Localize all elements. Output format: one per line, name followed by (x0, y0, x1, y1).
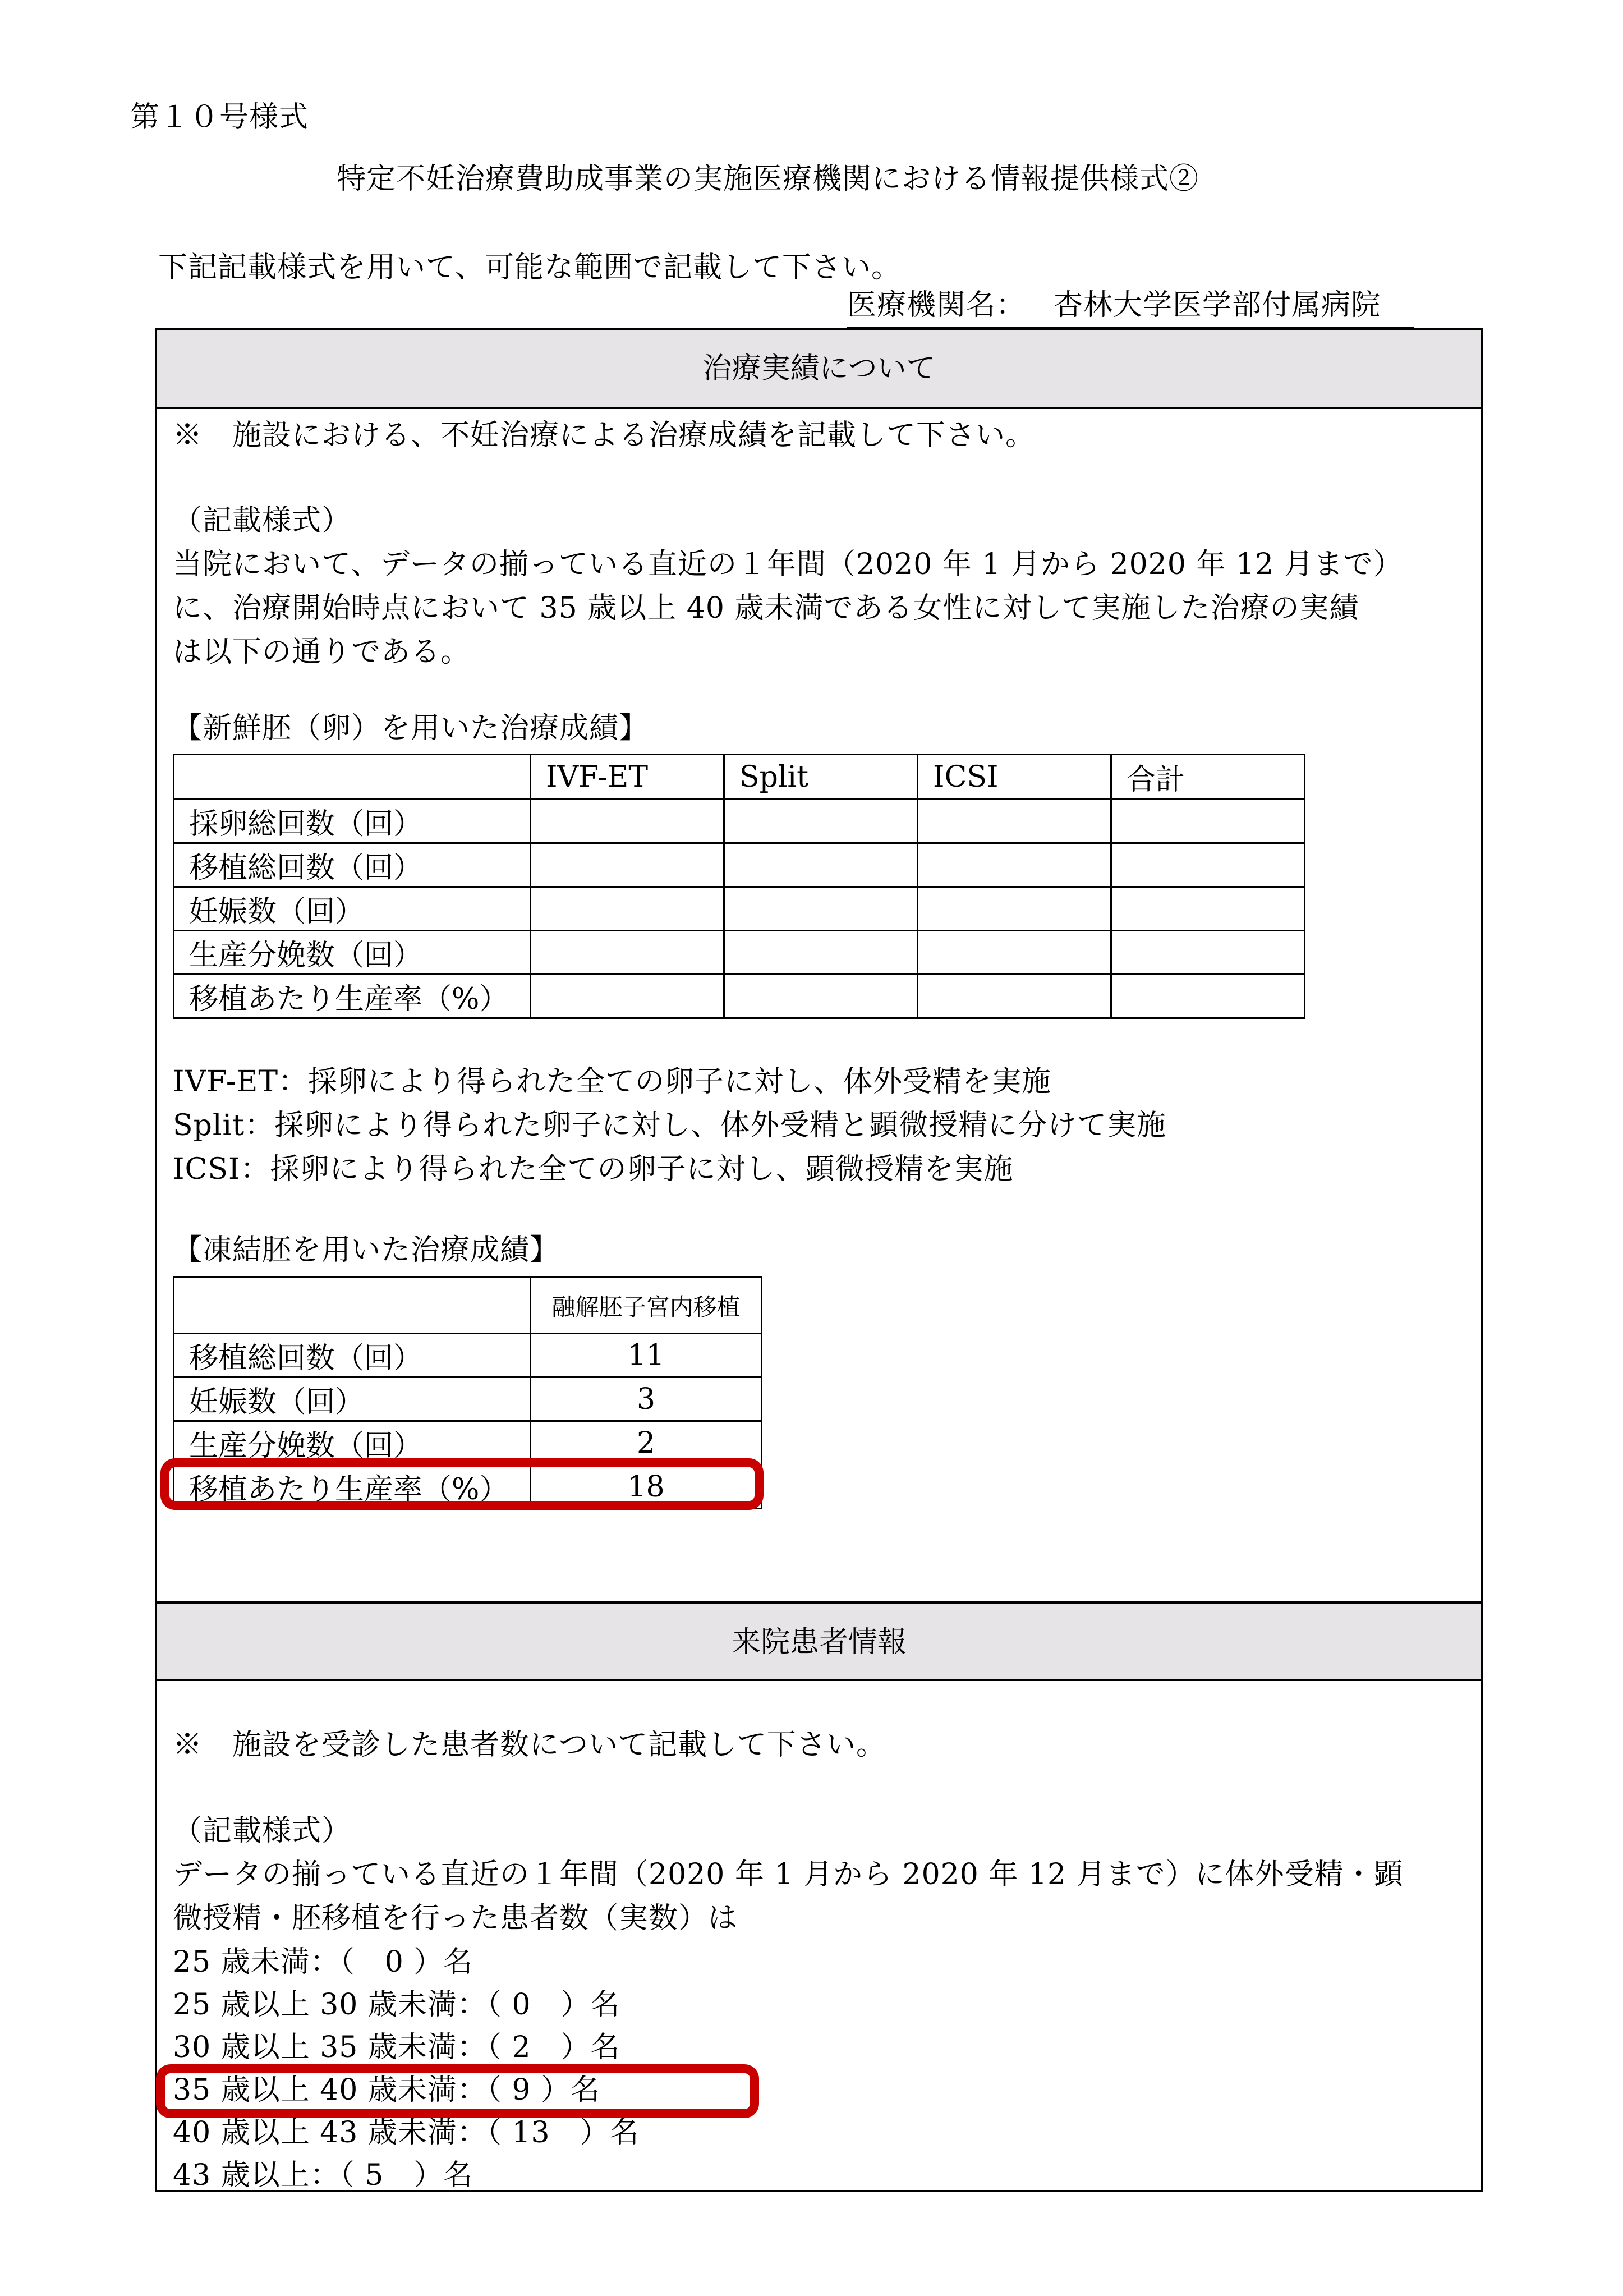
row-label: 妊娠数（回） (174, 887, 531, 931)
frozen-table-title: 【凍結胚を用いた治療成績】 (173, 1233, 560, 1267)
treatment-description-line: 当院において、データの揃っている直近の１年間（2020 年 1 月から 2020 年 12 月まで） (173, 548, 1403, 581)
instruction-text: 下記記載様式を用いて、可能な範囲で記載して下さい。 (158, 251, 901, 284)
row-label: 妊娠数（回） (174, 1377, 531, 1421)
table-cell (1111, 843, 1305, 887)
table-cell (724, 887, 918, 931)
definition-split: Split：採卵により得られた卵子に対し、体外受精と顕微授精に分けて実施 (173, 1109, 1167, 1142)
patient-note: ※ 施設を受診した患者数について記載して下さい。 (173, 1728, 886, 1762)
row-label: 移植あたり生産率（%） (174, 1465, 531, 1509)
table-row (174, 975, 1305, 1018)
table-row (174, 843, 1305, 887)
table-header-cell: ICSI (918, 755, 1111, 800)
table-cell (724, 931, 918, 975)
table-row (174, 1334, 762, 1377)
document-title: 特定不妊治療費助成事業の実施医療機関における情報提供様式② (337, 162, 1199, 196)
table-header-cell: 融解胚子宮内移植 (531, 1278, 762, 1334)
table-cell (531, 931, 724, 975)
table-cell (918, 843, 1111, 887)
age-group-under-25: 25 歳未満：（ 0 ）名 (173, 1945, 473, 1979)
table-cell (918, 931, 1111, 975)
table-cell (1111, 887, 1305, 931)
table-cell (918, 975, 1111, 1018)
row-label: 移植総回数（回） (174, 1334, 531, 1377)
table-header-cell: 合計 (1111, 755, 1305, 800)
institution-label: 医療機関名： (847, 288, 1026, 322)
definition-ivf-et: IVF-ET：採卵により得られた全ての卵子に対し、体外受精を実施 (173, 1065, 1052, 1099)
age-group-43-plus: 43 歳以上：（ 5 ）名 (173, 2159, 473, 2192)
age-group-30-35: 30 歳以上 35 歳未満：（ 2 ）名 (173, 2031, 620, 2064)
table-cell (918, 800, 1111, 843)
row-label: 移植あたり生産率（%） (174, 975, 531, 1018)
table-cell (531, 975, 724, 1018)
form-box (155, 328, 1483, 2192)
highlight-live-birth-rate (160, 1458, 764, 1510)
table-cell (1111, 800, 1305, 843)
patient-format-label: （記載様式） (173, 1814, 352, 1848)
institution-name: 杏林大学医学部付属病院 (1054, 288, 1381, 322)
fresh-table-title: 【新鮮胚（卵）を用いた治療成績】 (173, 711, 649, 745)
table-cell (531, 843, 724, 887)
treatment-format-label: （記載様式） (173, 504, 352, 538)
table-cell (724, 975, 918, 1018)
table-cell (531, 887, 724, 931)
treatment-description-line: に、治療開始時点において 35 歳以上 40 歳未満である女性に対して実施した治療の実績 (173, 591, 1359, 625)
row-label: 採卵総回数（回） (174, 800, 531, 843)
table-cell: 2 (531, 1421, 762, 1465)
age-group-40-43: 40 歳以上 43 歳未満：（ 13 ）名 (173, 2116, 640, 2150)
age-group-35-40: 35 歳以上 40 歳未満：（ 9 ）名 (173, 2073, 601, 2107)
table-cell (724, 800, 918, 843)
form-number: 第１０号様式 (130, 100, 309, 134)
institution-name-line (847, 283, 1414, 330)
table-header-cell (174, 1278, 531, 1334)
table-header-cell: IVF-ET (531, 755, 724, 800)
patient-description-line: データの揃っている直近の１年間（2020 年 1 月から 2020 年 12 月まで）に体外受精・顕 (173, 1858, 1404, 1891)
table-cell: 11 (531, 1334, 762, 1377)
table-cell (531, 800, 724, 843)
treatment-description-line: は以下の通りである。 (173, 635, 471, 669)
table-cell (1111, 931, 1305, 975)
table-header-cell (174, 755, 531, 800)
row-label: 移植総回数（回） (174, 843, 531, 887)
section-header-patient-info: 来院患者情報 (157, 1601, 1481, 1681)
fresh-embryo-results-table (173, 754, 1305, 1019)
table-cell: 18 (531, 1465, 762, 1509)
section-header-treatment-results: 治療実績について (157, 330, 1481, 409)
row-label: 生産分娩数（回） (174, 1421, 531, 1465)
definition-icsi: ICSI：採卵により得られた全ての卵子に対し、顕微授精を実施 (173, 1152, 1014, 1186)
table-row (174, 931, 1305, 975)
table-cell: 3 (531, 1377, 762, 1421)
row-label: 生産分娩数（回） (174, 931, 531, 975)
table-row (174, 800, 1305, 843)
table-cell (918, 887, 1111, 931)
highlight-age-35-40 (156, 2064, 759, 2118)
treatment-note: ※ 施設における、不妊治療による治療成績を記載して下さい。 (173, 419, 1036, 452)
table-header-row (174, 1278, 762, 1334)
table-row (174, 1377, 762, 1421)
patient-description-line: 微授精・胚移植を行った患者数（実数）は (173, 1902, 738, 1935)
table-row (174, 887, 1305, 931)
table-cell (1111, 975, 1305, 1018)
table-header-row (174, 755, 1305, 800)
table-header-cell: Split (724, 755, 918, 800)
table-cell (724, 843, 918, 887)
age-group-25-30: 25 歳以上 30 歳未満：（ 0 ）名 (173, 1988, 620, 2022)
